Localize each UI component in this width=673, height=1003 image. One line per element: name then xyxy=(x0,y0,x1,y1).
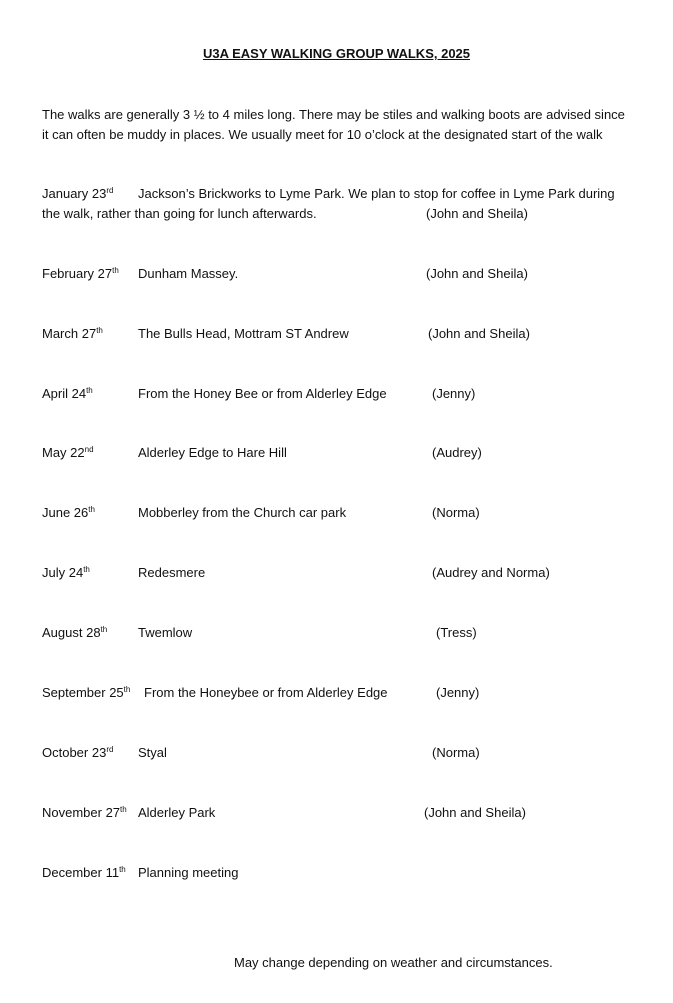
walk-description: Alderley Park xyxy=(138,805,216,820)
walk-description-continued: the walk, rather than going for lunch afterwards. xyxy=(42,206,317,221)
walk-date: May 22nd xyxy=(42,445,94,460)
walk-description: Styal xyxy=(138,745,167,760)
walk-date: June 26th xyxy=(42,505,95,520)
walk-date: October 23rd xyxy=(42,745,114,760)
walk-date: November 27th xyxy=(42,805,127,820)
walk-date: December 11th xyxy=(42,865,126,880)
walk-date: April 24th xyxy=(42,386,93,401)
walk-leader: (Norma) xyxy=(432,505,480,520)
walk-description: Twemlow xyxy=(138,625,193,640)
intro-line-2: it can often be muddy in places. We usually meet for 10 o’clock at the designated start of the walk xyxy=(42,127,603,142)
walk-leader: (Audrey and Norma) xyxy=(432,565,550,580)
walk-description: The Bulls Head, Mottram ST Andrew xyxy=(138,326,349,341)
walk-description: From the Honeybee or from Alderley Edge xyxy=(144,685,388,700)
walk-leader: (Jenny) xyxy=(432,386,476,401)
walk-leader: (Norma) xyxy=(432,745,480,760)
footer-note: May change depending on weather and circumstances. xyxy=(234,955,553,970)
walk-description: Redesmere xyxy=(138,565,206,580)
intro-line-1: The walks are generally 3 ½ to 4 miles long. There may be stiles and walking boots are advised since xyxy=(42,107,625,122)
walk-leader: (John and Sheila) xyxy=(426,206,528,221)
walk-leader: (Audrey) xyxy=(432,445,482,460)
walk-description: Mobberley from the Church car park xyxy=(138,505,347,520)
walk-description: Jackson’s Brickworks to Lyme Park. We plan to stop for coffee in Lyme Park during xyxy=(138,186,615,201)
walk-description: Alderley Edge to Hare Hill xyxy=(138,445,287,460)
walk-description: Planning meeting xyxy=(138,865,239,880)
walk-date: March 27th xyxy=(42,326,103,341)
walk-description: Dunham Massey. xyxy=(138,266,239,281)
walk-leader: (Tress) xyxy=(436,625,477,640)
walk-date: July 24th xyxy=(42,565,90,580)
walk-date: September 25th xyxy=(42,685,131,700)
walk-date: January 23rd xyxy=(42,186,114,201)
walk-date: August 28th xyxy=(42,625,108,640)
walk-description: From the Honey Bee or from Alderley Edge xyxy=(138,386,387,401)
page-title: U3A EASY WALKING GROUP WALKS, 2025 xyxy=(202,46,471,61)
walk-leader: (John and Sheila) xyxy=(428,326,530,341)
walk-date: February 27th xyxy=(42,266,119,281)
walk-leader: (John and Sheila) xyxy=(424,805,526,820)
walk-leader: (John and Sheila) xyxy=(426,266,528,281)
walk-leader: (Jenny) xyxy=(436,685,480,700)
